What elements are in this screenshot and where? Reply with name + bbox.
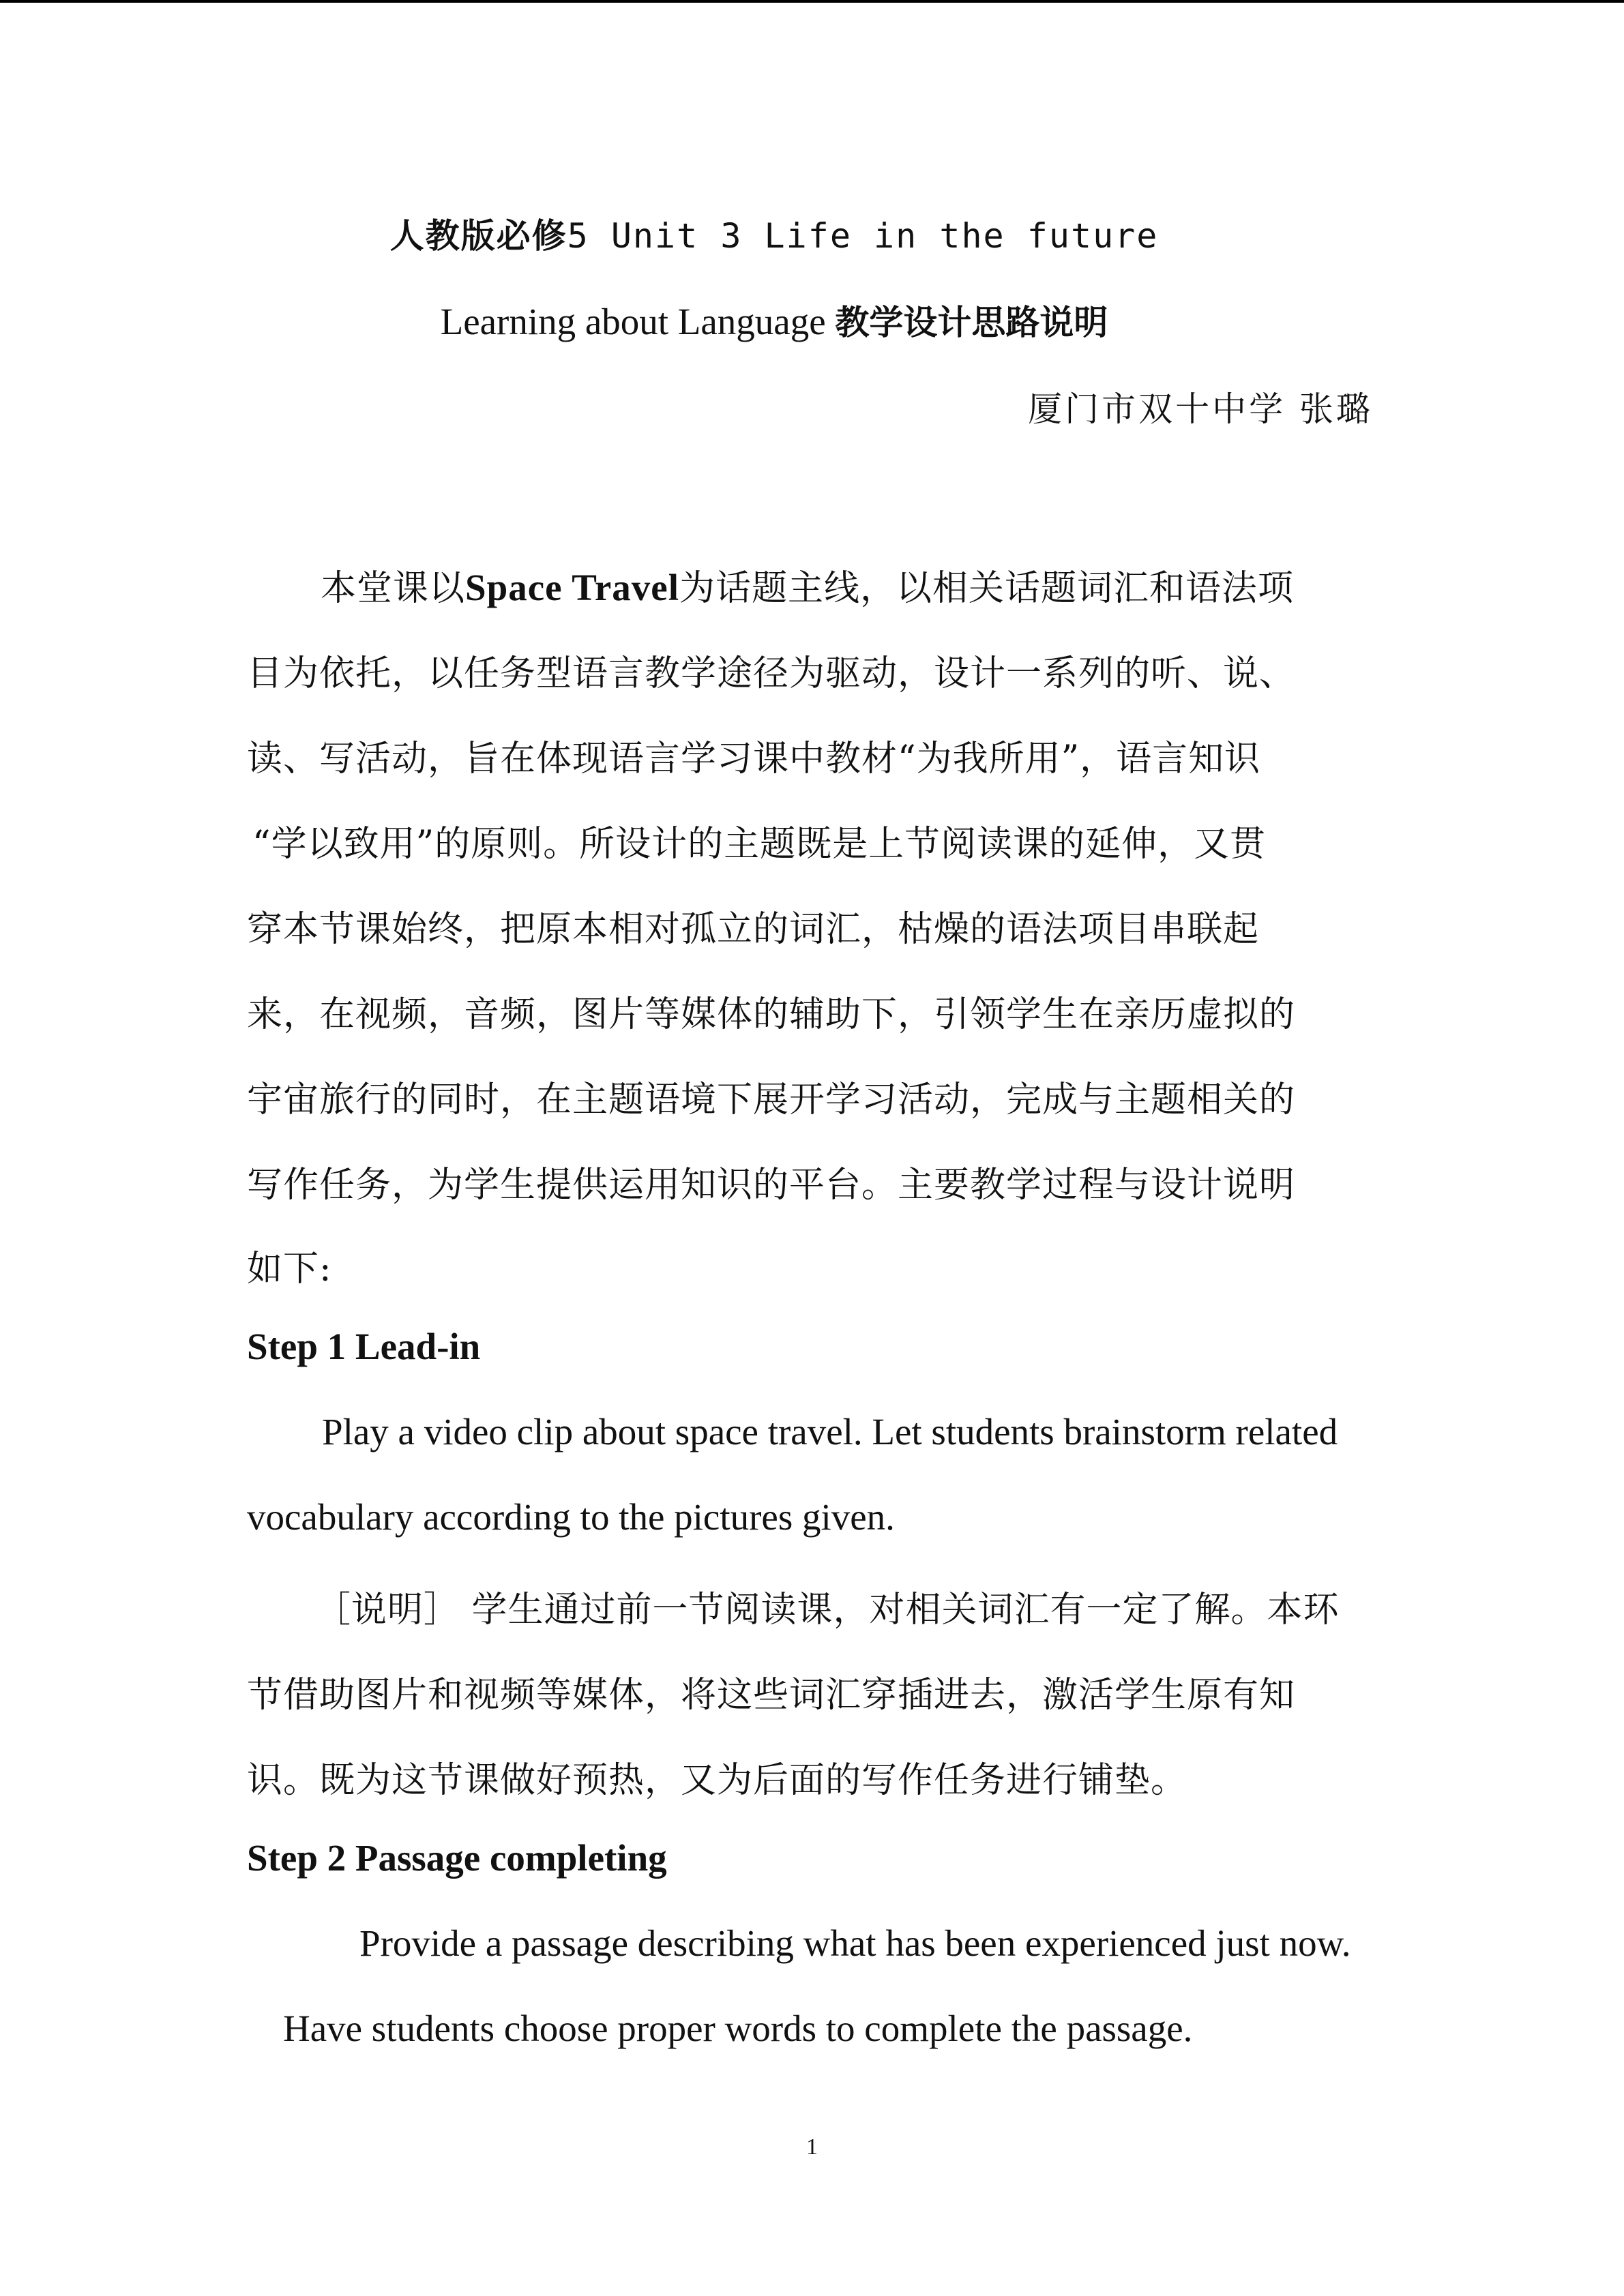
intro-text: 本堂课以 [321, 568, 466, 609]
subtitle-zh: 教学设计思路说明 [835, 302, 1108, 342]
intro-line-1 [321, 559, 1294, 610]
step1-text-1: Play a video clip about space travel. Let students brainstorm related [322, 1411, 1338, 1452]
topic-name: Space Travel [465, 567, 679, 608]
page-number: 1 [806, 2134, 818, 2160]
document-subtitle [0, 295, 1548, 344]
intro-line-5: 穿本节课始终，把原本相对孤立的词汇，枯燥的语法项目串联起 [247, 909, 1260, 950]
intro-line-6: 来，在视频，音频，图片等媒体的辅助下，引领学生在亲历虚拟的 [247, 994, 1296, 1035]
step1-note-3: 识。既为这节课做好预热，又为后面的写作任务进行铺垫。 [247, 1760, 1187, 1801]
intro-line-2: 目为依托，以任务型语言教学途径为驱动，设计一系列的听、说、 [247, 653, 1296, 694]
intro-line-4: “学以致用”的原则。所设计的主题既是上节阅读课的延伸，又贯 [252, 824, 1267, 865]
step1-text-2: vocabulary according to the pictures given. [247, 1496, 895, 1538]
step2-heading: Step 2 Passage completing [247, 1837, 667, 1879]
intro-line-9: 如下: [247, 1249, 332, 1289]
author-line: 厦门市双十中学 张璐 [1028, 389, 1373, 429]
document-title [0, 209, 1548, 258]
title-zh: 人教版必修 [389, 215, 567, 256]
intro-text: 为话题主线，以相关话题词汇和语法项 [679, 568, 1294, 609]
step1-note-2: 节借助图片和视频等媒体，将这些词汇穿插进去，激活学生原有知 [247, 1675, 1296, 1716]
step2-text-1: Provide a passage describing what has been experienced just now. [359, 1922, 1351, 1964]
title-course: 5 Unit 3 Life in the future [567, 216, 1159, 256]
step1-note-1: ［说明］ 学生通过前一节阅读课，对相关词汇有一定了解。本环 [315, 1590, 1340, 1630]
intro-line-8: 写作任务，为学生提供运用知识的平台。主要教学过程与设计说明 [247, 1165, 1296, 1206]
intro-line-3: 读、写活动，旨在体现语言学习课中教材“为我所用”，语言知识 [247, 739, 1261, 779]
intro-line-7: 宇宙旅行的同时，在主题语境下展开学习活动，完成与主题相关的 [247, 1079, 1296, 1120]
subtitle-en: Learning about Language [440, 301, 836, 342]
step1-heading: Step 1 Lead-in [247, 1326, 481, 1367]
step2-text-2: Have students choose proper words to complete the passage. [283, 2008, 1193, 2049]
